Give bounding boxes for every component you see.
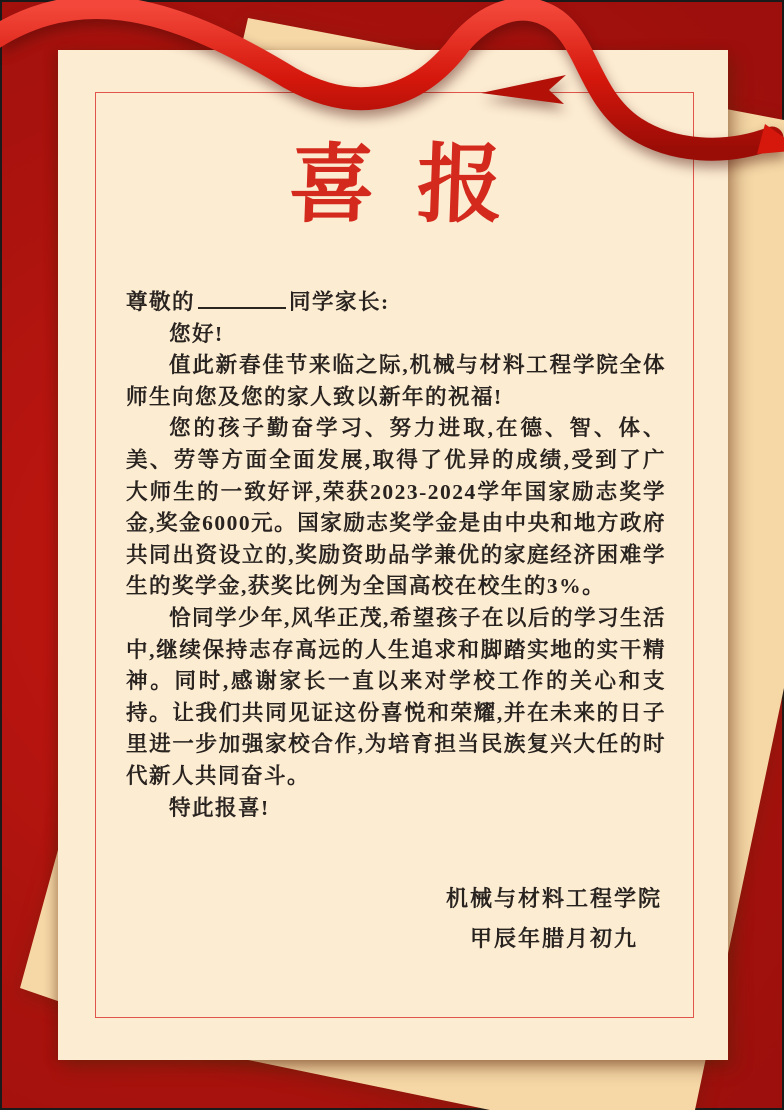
greeting-line [126,287,666,319]
signature-org: 机械与材料工程学院 [445,886,662,912]
ribbon-decoration [0,0,784,210]
ribbon-tail [481,75,566,104]
letter-body [126,287,666,824]
greeting-prefix: 尊敬的 [126,290,196,314]
signature-block [446,879,662,959]
ribbon-tip [757,124,784,154]
ribbon-band [0,7,772,149]
letter-paragraph: 特此报喜! [169,795,270,820]
signature-date: 甲辰年腊月初九 [469,926,638,952]
greeting-suffix: 同学家长: [289,290,390,314]
letter-paragraph: 您的孩子勤奋学习、努力进取,在德、智、体、美、劳等方面全面发展,取得了优异的成绩,受到了广大师生的一致好评,荣获2023-2024学年国家励志奖学金,奖金6000元。国家励志奖学金是由中央和地方政府共同出资设立的,奖励资助品学兼优的家庭经济困难学生的奖学金,获奖比例为全国高校在校生的3%。 [126,416,666,599]
letter-paragraph: 您好! [169,321,224,346]
letter-paragraph: 恰同学少年,风华正茂,希望孩子在以后的学习生活中,继续保持志存高远的人生追求和脚踏实地的实干精神。同时,感谢家长一直以来对学校工作的关心和支持。让我们共同见证这份喜悦和荣耀,并在未来的日子里进一步加强家校合作,为培育担当民族复兴大任的时代新人共同奋斗。 [126,605,666,788]
letter-paragraph: 值此新春佳节来临之际,机械与材料工程学院全体师生向您及您的家人致以新年的祝福! [126,353,666,409]
letter-title: 喜报 [287,137,547,233]
name-blank-line [198,303,286,309]
